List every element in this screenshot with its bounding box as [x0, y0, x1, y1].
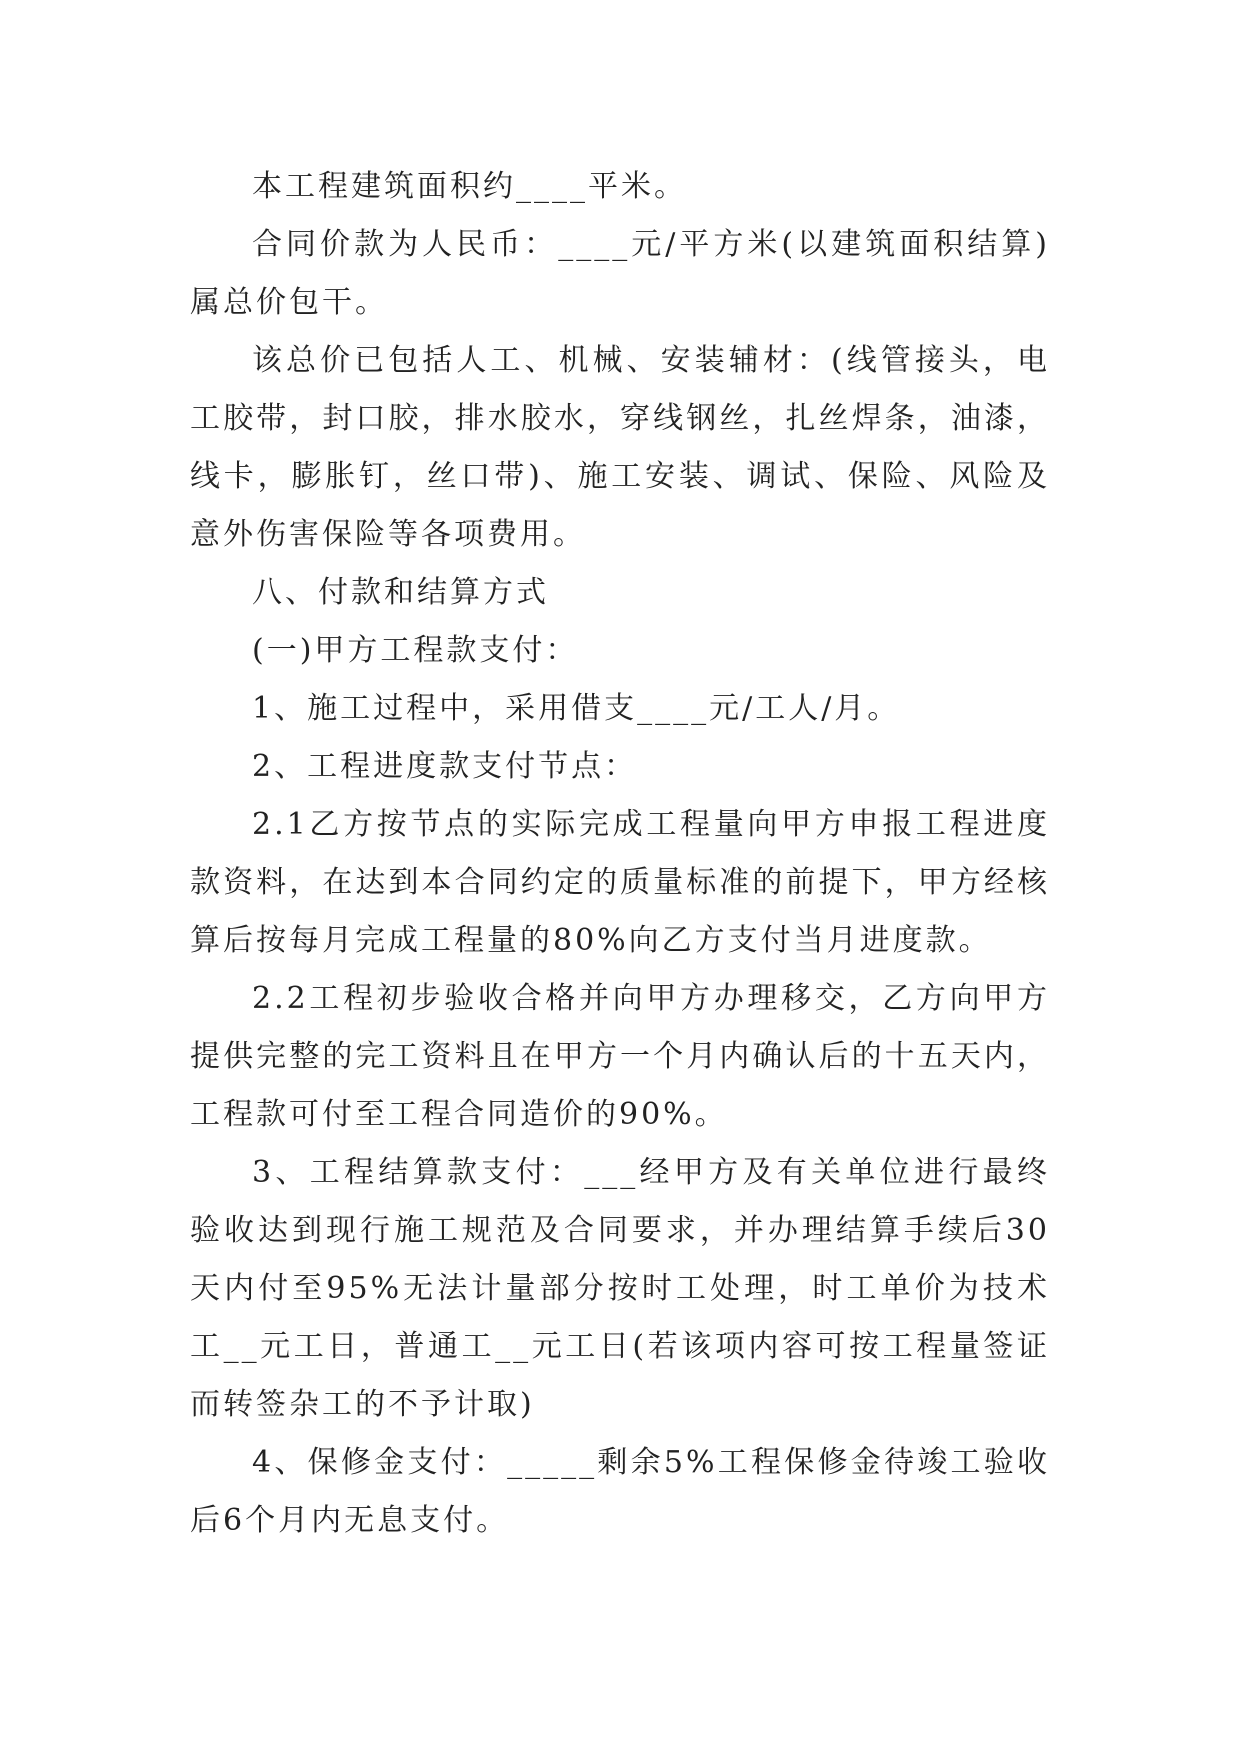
subsection-heading-party-a-payment: (一)甲方工程款支付：: [252, 633, 579, 668]
paragraph-progress-nodes: 2、工程进度款支付节点：: [252, 749, 638, 784]
paragraph-clause-2-1: 2.1乙方按节点的实际完成工程量向甲方申报工程进度款资料，在达到本合同约定的质量标准的前提下，甲方经核算后按每月完成工程量的80%向乙方支付当月进度款。: [190, 807, 1050, 958]
paragraph-price-includes: 该总价已包括人工、机械、安装辅材：(线管接头，电工胶带，封口胶，排水胶水，穿线钢丝，扎丝焊条，油漆，线卡，膨胀钉，丝口带)、施工安装、调试、保险、风险及意外伤害保险等各项费用。: [190, 343, 1050, 552]
paragraph-warranty-payment: 4、保修金支付：_____剩余5%工程保修金待竣工验收后6个月内无息支付。: [190, 1445, 1050, 1538]
document-body: [190, 158, 1050, 1550]
paragraph-clause-2-2: 2.2工程初步验收合格并向甲方办理移交，乙方向甲方提供完整的完工资料且在甲方一个月内确认后的十五天内，工程款可付至工程合同造价的90%。: [190, 981, 1050, 1132]
paragraph-settlement-payment: 3、工程结算款支付：___经甲方及有关单位进行最终验收达到现行施工规范及合同要求，并办理结算手续后30天内付至95%无法计量部分按时工处理，时工单价为技术工__元工日，普通工__元工日(若该项内容可按工程量签证而转签杂工的不予计取): [190, 1155, 1050, 1422]
paragraph-contract-price: 合同价款为人民币：____元/平方米(以建筑面积结算)属总价包干。: [190, 227, 1050, 320]
section-heading-payment: 八、付款和结算方式: [252, 575, 549, 610]
paragraph-advance-payment: 1、施工过程中，采用借支____元/工人/月。: [252, 691, 901, 726]
paragraph-building-area: 本工程建筑面积约____平米。: [252, 169, 687, 204]
